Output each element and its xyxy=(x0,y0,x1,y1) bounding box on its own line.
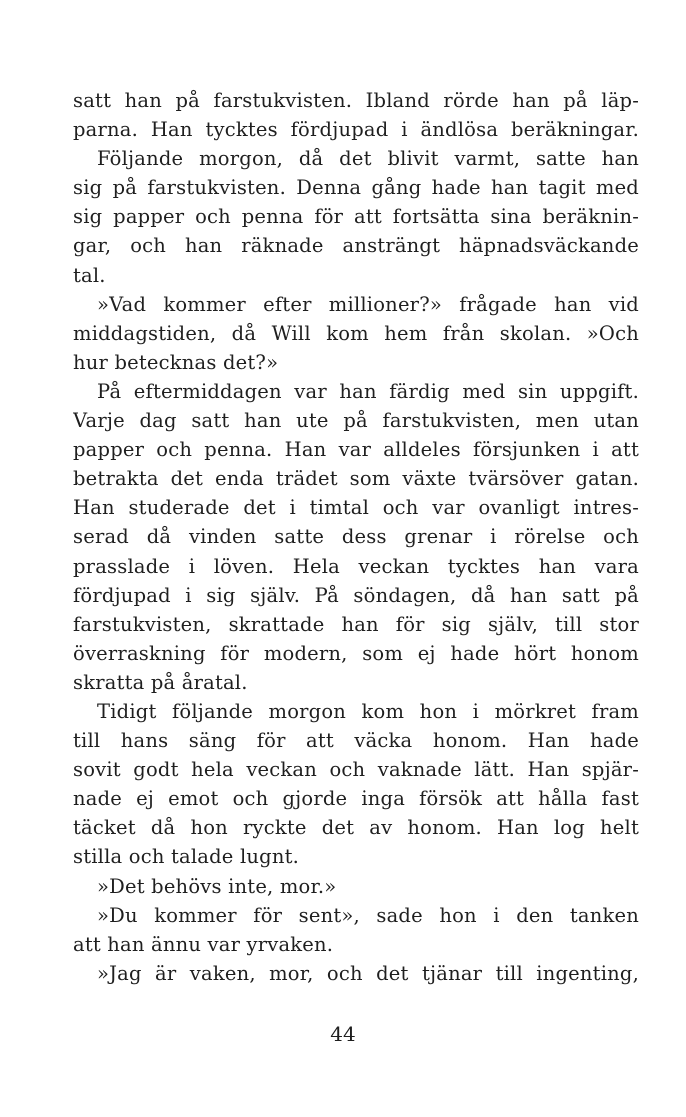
text-line: Varje dag satt han ute på farstukvisten, men utan xyxy=(73,409,639,433)
text-line: till hans säng för att väcka honom. Han hade xyxy=(73,729,639,753)
body-text xyxy=(73,86,639,988)
text-line: middagstiden, då Will kom hem från skolan. »Och xyxy=(73,321,639,345)
text-line: Tidigt följande morgon kom hon i mörkret fram xyxy=(97,699,639,723)
text-line: täcket då hon ryckte det av honom. Han log helt xyxy=(73,816,639,840)
text-line: att han ännu var yrvaken. xyxy=(73,932,334,956)
text-line: »Jag är vaken, mor, och det tjänar till ingenting, xyxy=(97,961,639,985)
page-number: 44 xyxy=(330,1022,356,1046)
text-line: sovit godt hela veckan och vaknade lätt. Han spjär- xyxy=(73,758,639,782)
text-line: sig på farstukvisten. Denna gång hade han tagit med xyxy=(73,176,639,200)
text-line: stilla och talade lugnt. xyxy=(73,845,300,869)
text-line: sig papper och penna för att fortsätta sina beräknin- xyxy=(73,205,639,229)
text-line: »Det behövs inte, mor.» xyxy=(97,874,337,898)
text-line: hur betecknas det?» xyxy=(73,350,279,374)
text-line: prasslade i löven. Hela veckan tycktes han vara xyxy=(73,554,639,578)
text-line: På eftermiddagen var han färdig med sin uppgift. xyxy=(97,379,639,403)
text-line: farstukvisten, skrattade han för sig själv, till stor xyxy=(73,612,639,636)
text-line: papper och penna. Han var alldeles försjunken i att xyxy=(73,438,639,462)
text-line: gar, och han räknade ansträngt häpnadsväckande xyxy=(73,234,639,258)
text-line: satt han på farstukvisten. Ibland rörde han på läp- xyxy=(73,89,639,112)
text-line: parna. Han tycktes fördjupad i ändlösa beräkningar. xyxy=(73,118,639,142)
text-line: nade ej emot och gjorde inga försök att hålla fast xyxy=(73,787,639,811)
text-line: serad då vinden satte dess grenar i rörelse och xyxy=(73,525,639,549)
text-line: överraskning för modern, som ej hade hört honom xyxy=(73,641,639,665)
text-line: betrakta det enda trädet som växte tvärsöver gatan. xyxy=(73,467,639,491)
text-line: »Du kommer för sent», sade hon i den tanken xyxy=(97,903,639,927)
text-line: »Vad kommer efter millioner?» frågade han vid xyxy=(97,292,639,316)
text-line: fördjupad i sig själv. På söndagen, då han satt på xyxy=(73,583,639,607)
text-line: Följande morgon, då det blivit varmt, satte han xyxy=(97,147,639,171)
text-line: tal. xyxy=(73,263,106,287)
text-line: Han studerade det i timtal och var ovanligt intres- xyxy=(73,496,639,520)
text-line: skratta på åratal. xyxy=(73,670,248,694)
